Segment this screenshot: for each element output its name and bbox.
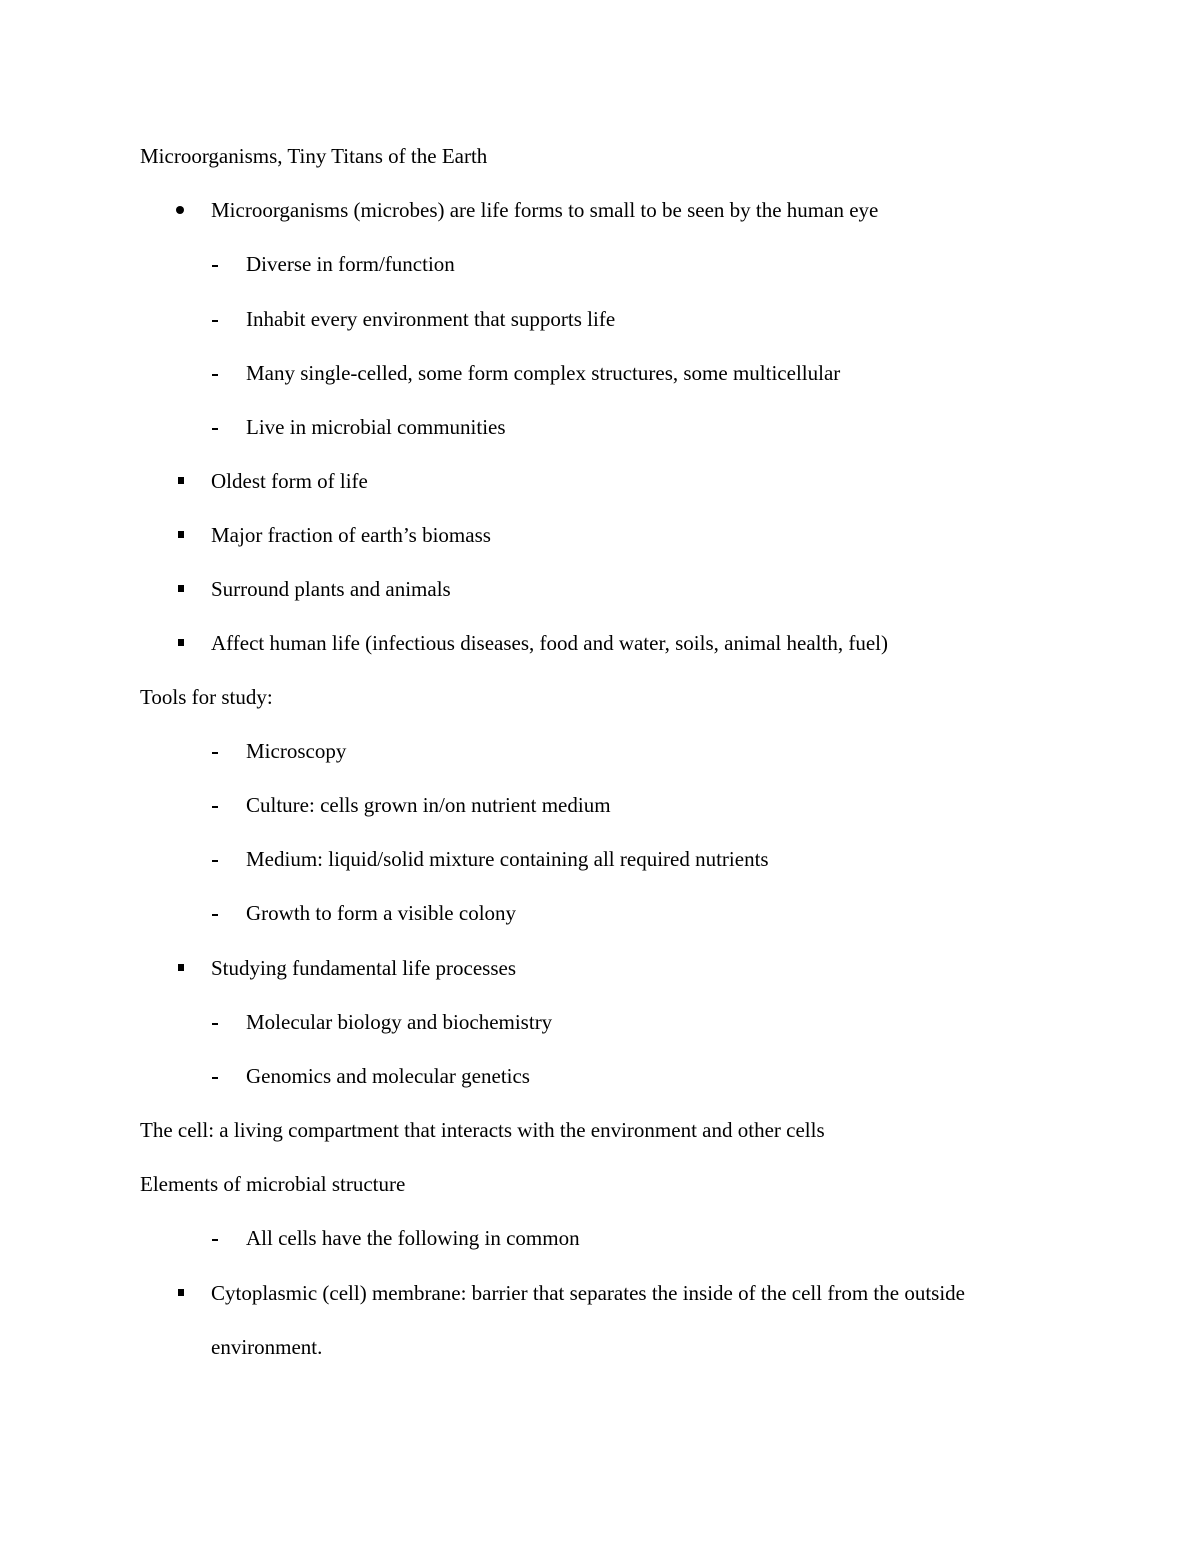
list-item: Medium: liquid/solid mixture containing all required nutrients (246, 847, 769, 871)
list-item: Molecular biology and biochemistry (246, 1010, 553, 1034)
list-item-continuation: environment. (211, 1335, 323, 1359)
square-bullet-icon (178, 639, 184, 646)
list-item: Studying fundamental life processes (211, 956, 517, 980)
list-item: Many single-celled, some form complex structures, some multicellular (246, 361, 841, 385)
list-item: Cytoplasmic (cell) membrane: barrier that separates the inside of the cell from the outside (211, 1281, 965, 1305)
dash-icon (212, 806, 218, 808)
list-item: Affect human life (infectious diseases, food and water, soils, animal health, fuel) (211, 631, 888, 655)
cell-definition: The cell: a living compartment that interacts with the environment and other cells (140, 1118, 825, 1142)
round-bullet-icon (176, 206, 184, 214)
square-bullet-icon (178, 1289, 184, 1296)
dash-icon (212, 860, 218, 862)
dash-icon (212, 320, 218, 322)
bullet-intro: Microorganisms (microbes) are life forms to small to be seen by the human eye (211, 198, 879, 222)
square-bullet-icon (178, 964, 184, 971)
list-item: Major fraction of earth’s biomass (211, 523, 491, 547)
dash-icon (212, 752, 218, 754)
list-item: Microscopy (246, 739, 347, 763)
list-item: Live in microbial communities (246, 415, 506, 439)
list-item: Inhabit every environment that supports life (246, 307, 616, 331)
tools-heading: Tools for study: (140, 685, 273, 709)
dash-icon (212, 428, 218, 430)
list-item: Growth to form a visible colony (246, 901, 517, 925)
square-bullet-icon (178, 585, 184, 592)
dash-icon (212, 1239, 218, 1241)
square-bullet-icon (178, 477, 184, 484)
dash-icon (212, 1077, 218, 1079)
square-bullet-icon (178, 531, 184, 538)
list-item: Oldest form of life (211, 469, 368, 493)
dash-icon (212, 914, 218, 916)
dash-icon (212, 374, 218, 376)
elements-heading: Elements of microbial structure (140, 1172, 406, 1196)
list-item: Diverse in form/function (246, 252, 455, 276)
list-item: All cells have the following in common (246, 1226, 580, 1250)
list-item: Culture: cells grown in/on nutrient medium (246, 793, 611, 817)
list-item: Surround plants and animals (211, 577, 451, 601)
document-title: Microorganisms, Tiny Titans of the Earth (140, 144, 488, 168)
dash-icon (212, 1023, 218, 1025)
list-item: Genomics and molecular genetics (246, 1064, 530, 1088)
dash-icon (212, 265, 218, 267)
